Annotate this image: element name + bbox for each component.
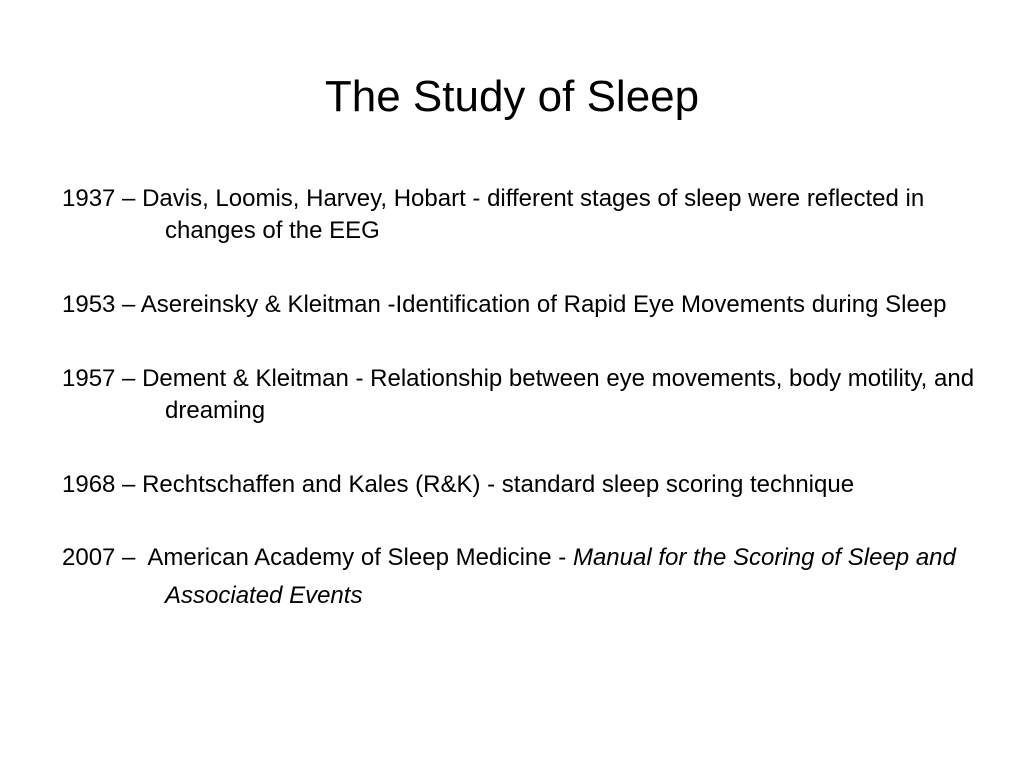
entry-year: 2007	[62, 544, 116, 571]
timeline-list	[62, 183, 982, 657]
entry-year: 1957	[62, 365, 116, 392]
entry-text: Dement & Kleitman - Relationship between eye movements, body motility, and dreaming	[142, 365, 975, 424]
entry-text: American Academy of Sleep Medicine -	[147, 544, 573, 571]
entry-year: 1968	[62, 471, 116, 498]
entry-text: Asereinsky & Kleitman -Identification of Rapid Eye Movements during Sleep	[140, 291, 947, 318]
entry-separator: –	[115, 471, 143, 498]
timeline-entry-1937	[62, 183, 982, 247]
entry-separator: –	[115, 291, 141, 318]
entry-text: Davis, Loomis, Harvey, Hobart - different stages of sleep were reflected in changes of the EEG	[142, 185, 925, 244]
entry-separator: –	[115, 365, 143, 392]
slide-title: The Study of Sleep	[324, 72, 700, 121]
timeline-entry-2007	[62, 539, 982, 615]
entry-italic-title: Manual for the Scoring of Sleep and Associated Events	[165, 544, 956, 609]
timeline-entry-1953	[62, 289, 982, 321]
timeline-entry-1957	[62, 363, 982, 427]
entry-year: 1953	[62, 291, 116, 318]
entry-separator: –	[115, 185, 143, 212]
entry-separator: –	[115, 544, 148, 571]
entry-text: Rechtschaffen and Kales (R&K) - standard sleep scoring technique	[142, 471, 855, 498]
entry-year: 1937	[62, 185, 116, 212]
timeline-entry-1968	[62, 469, 982, 501]
